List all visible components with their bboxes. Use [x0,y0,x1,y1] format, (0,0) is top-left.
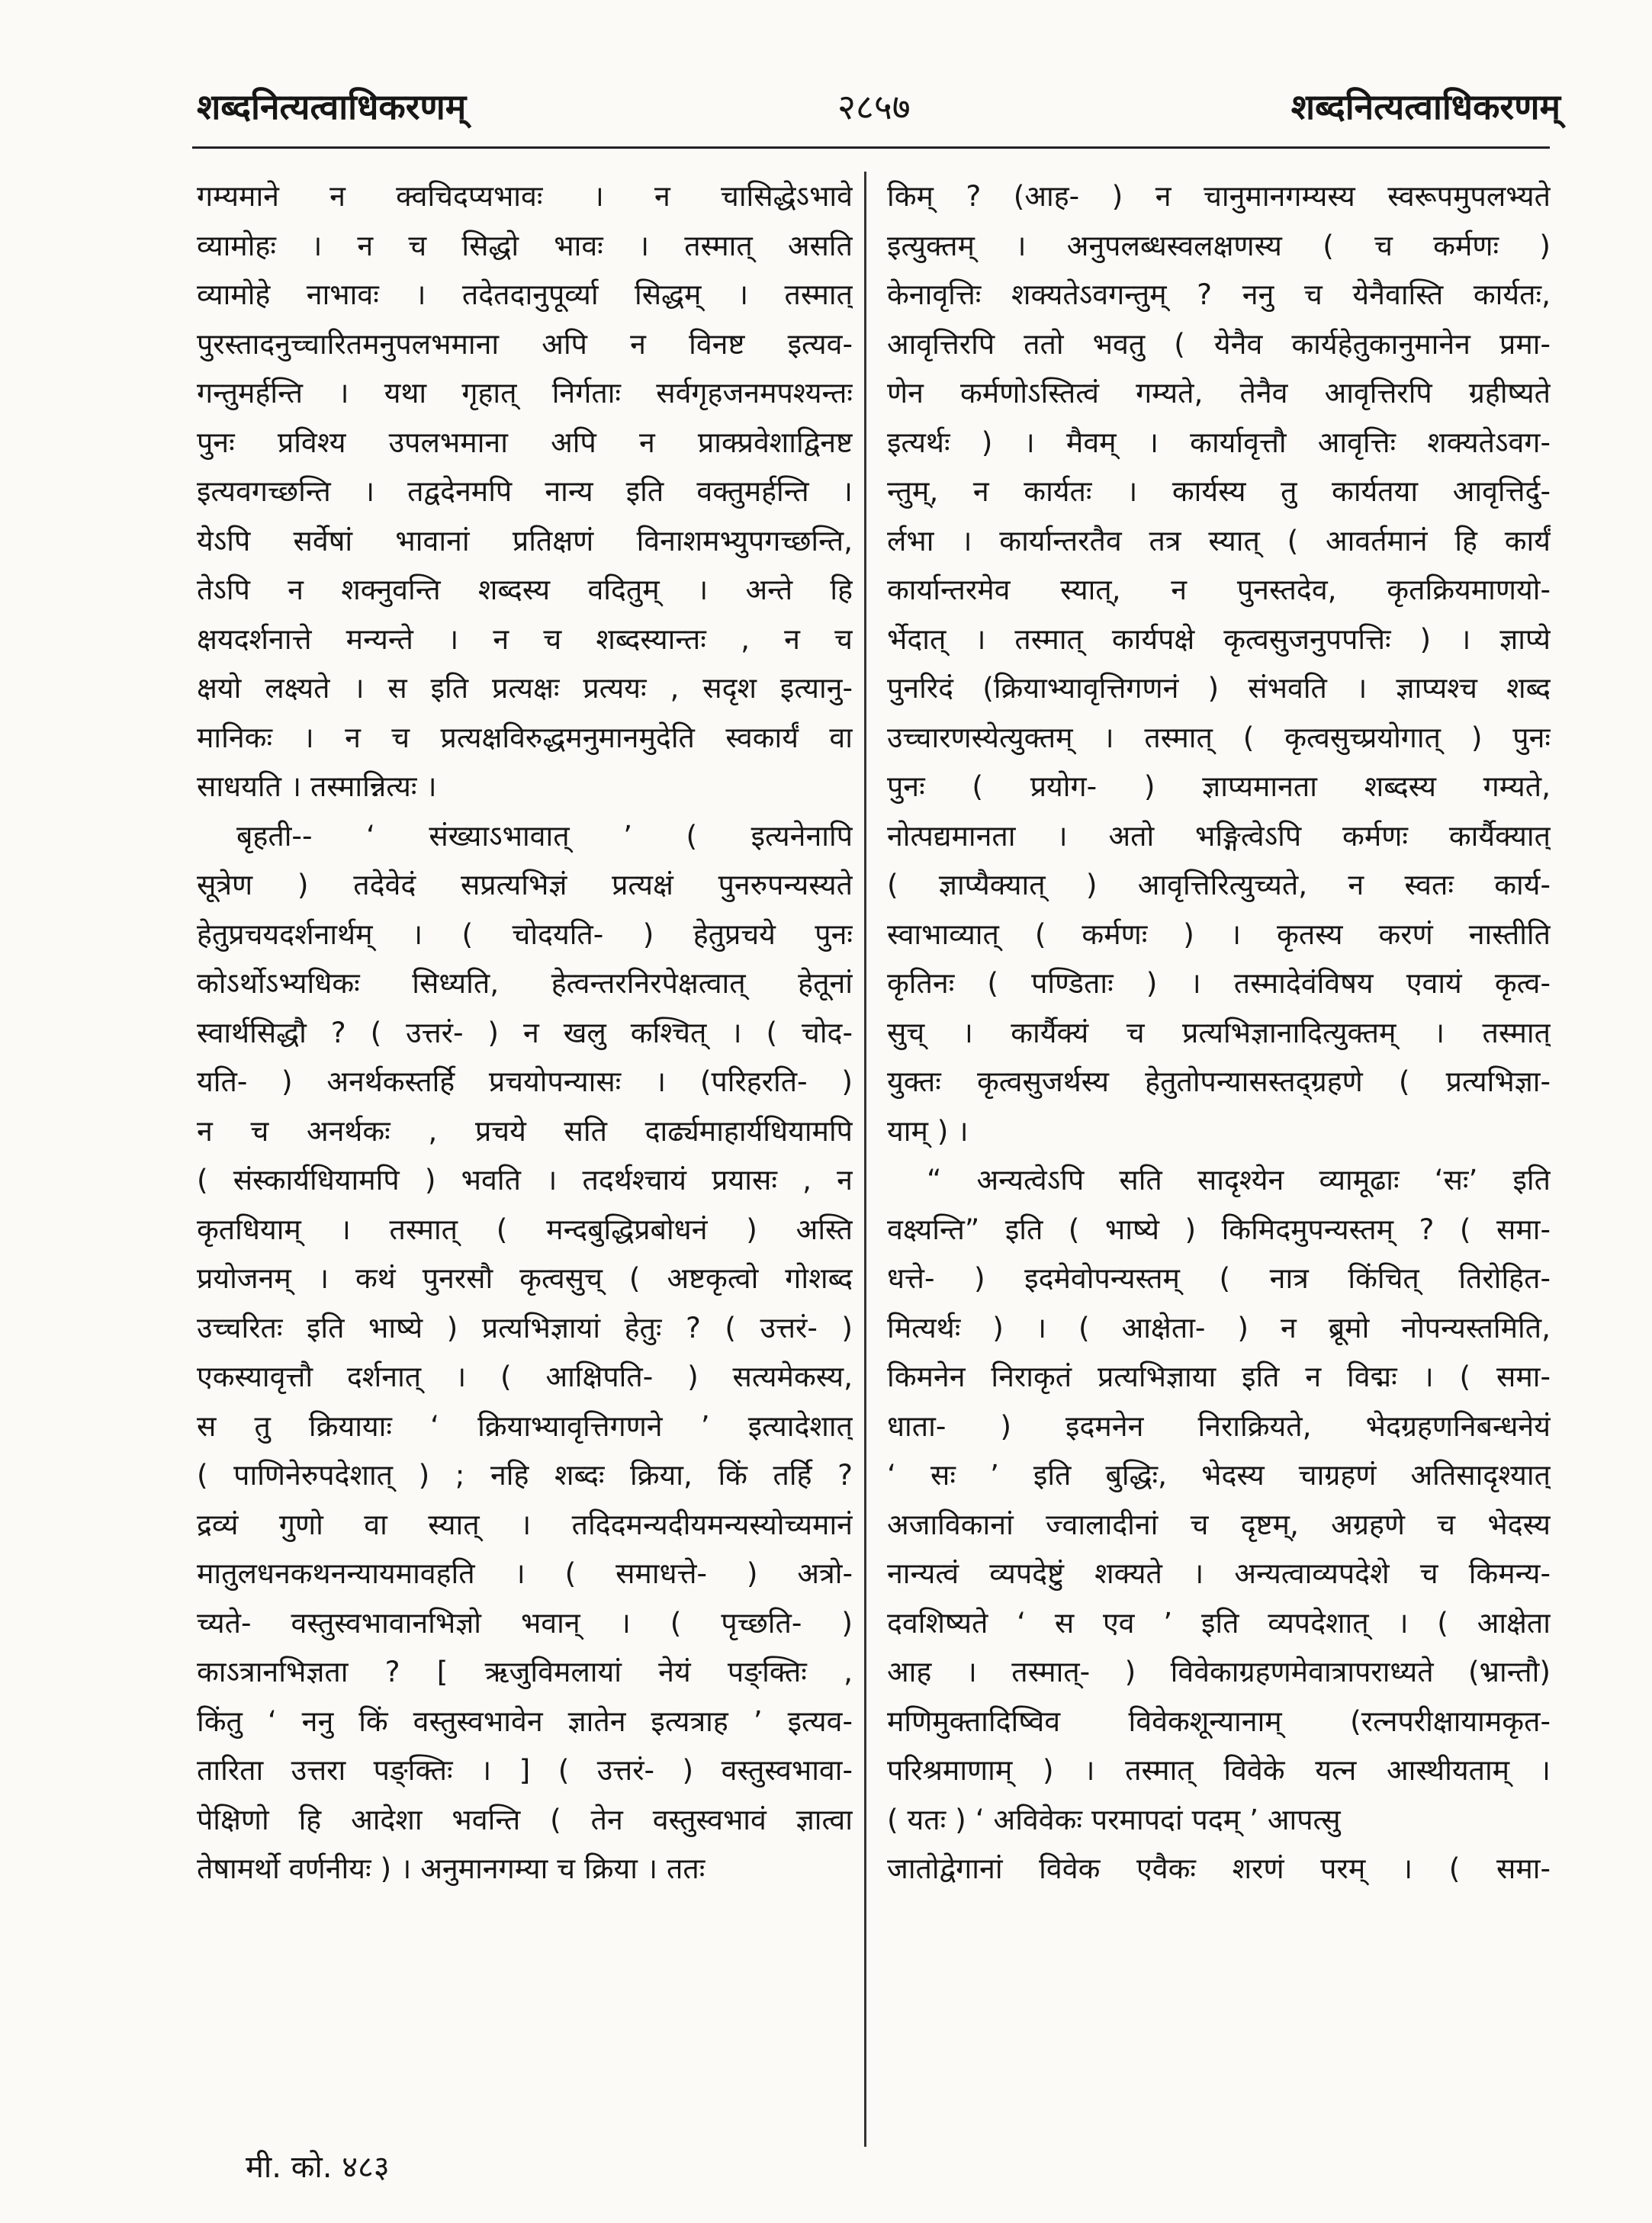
text-line: ( पाणिनेरुपदेशात् ) ; नहि शब्दः क्रिया, किं तर्हि ? [197,1458,853,1492]
text-line: पुरस्तादनुच्चारितमनुपलभमाना अपि न विनष्ट इत्यव- [197,326,853,361]
text-line: धत्ते- ) इदमेवोपन्यस्तम् ( नात्र किंचित् तिरोहित- [887,1261,1551,1295]
text-line: आह । तस्मात्- ) विवेकाग्रहणमेवात्रापराध्यते (भ्रान्तौ) [887,1655,1551,1688]
text-line: प्रयोजनम् । कथं पुनरसौ कृत्वसुच् ( अष्टकृत्वो गोशब्द [197,1261,853,1295]
text-line: णेन कर्मणोऽस्तित्वं गम्यते, तेनैव आवृत्तिरपि ग्रहीष्यते [887,376,1551,410]
text-line: सूत्रेण ) तदेवेदं सप्रत्यभिज्ञं प्रत्यक्षं पुनरुपन्यस्यते [197,868,853,901]
text-line: ( संस्कार्यधियामपि ) भवति । तदर्थश्चायं प्रयासः , न [197,1163,853,1197]
text-line: तेषामर्थो वर्णनीयः ) । अनुमानगम्या च क्रिया । ततः [197,1852,705,1885]
text-line: पुनरिदं (क्रियाभ्यावृत्तिगणनं ) संभवति । ज्ञाप्यश्च शब्द [887,671,1551,705]
text-line: इत्यर्थः ) । मैवम् । कार्यावृत्तौ आवृत्तिः शक्यतेऽवग- [887,425,1551,459]
text-line: मातुलधनकथनन्यायमावहति । ( समाधत्ते- ) अत्रो- [197,1556,853,1590]
text-line: “ अन्यत्वेऽपि सति सादृश्येन व्यामूढाः ‘सः’ इति [927,1163,1551,1197]
text-line: ( यतः ) ‘ अविवेकः परमापदां पदम् ’ आपत्सु [887,1802,1341,1836]
text-line: दवशिष्यते ‘ स एव ’ इति व्यपदेशात् । ( आक्षेता [887,1605,1551,1640]
text-line: व्यामोहः । न च सिद्धो भावः । तस्मात् असति [197,228,853,262]
text-line: तारिता उत्तरा पङ्क्तिः । ] ( उत्तरं- ) वस्तुस्वभावा- [197,1753,853,1787]
text-line: परिश्रमाणाम् ) । तस्मात् विवेके यत्न आस्थीयताम् । [887,1753,1551,1787]
header-left-title: शब्दनित्यत्वाधिकरणम् [197,86,467,127]
text-line: नोत्पद्यमानता । अतो भङ्गित्वेऽपि कर्मणः कार्यैक्यात् [887,818,1551,853]
text-line: कृतिनः ( पण्डिताः ) । तस्मादेवंविषय एवायं कृत्व- [887,966,1551,1000]
text-line: स तु क्रियायाः ‘ क्रियाभ्यावृत्तिगणने ’ इत्यादेशात् [197,1409,853,1443]
text-line: र्लभा । कार्यान्तरतैव तत्र स्यात् ( आवर्तमानं हि कार्यं [887,523,1551,557]
text-line: न्तुम्, न कार्यतः । कार्यस्य तु कार्यतया आवृत्तिर्दु- [887,474,1551,508]
text-line: मणिमुक्तादिष्विव विवेकशून्यानाम् (रत्नपरीक्षायामकृत- [887,1704,1551,1738]
text-line: च्यते- वस्तुस्वभावानभिज्ञो भवान् । ( पृच्छति- ) [197,1605,853,1640]
text-line: तेऽपि न शक्नुवन्ति शब्दस्य वदितुम् । अन्ते हि [197,573,853,606]
text-line: द्रव्यं गुणो वा स्यात् । तदिदमन्यदीयमन्यस्योच्यमानं [197,1507,853,1541]
text-line: स्वार्थसिद्धौ ? ( उत्तरं- ) न खलु कश्चित् । ( चोद- [197,1015,853,1049]
text-line: किंतु ‘ ननु किं वस्तुस्वभावेन ज्ञातेन इत्यत्राह ’ इत्यव- [197,1704,853,1738]
footer-signature: मी. को. ४८३ [246,2150,390,2185]
text-line: कृतधियाम् । तस्मात् ( मन्दबुद्धिप्रबोधनं ) अस्ति [197,1212,853,1246]
header-right-title: शब्दनित्यत्वाधिकरणम् [1290,86,1560,127]
text-line: पुनः ( प्रयोग- ) ज्ञाप्यमानता शब्दस्य गम्यते, [887,769,1551,803]
text-line: गन्तुमर्हन्ति । यथा गृहात् निर्गताः सर्वगृहजनमपश्यन्तः [197,376,853,410]
text-line: उच्चरितः इति भाष्ये ) प्रत्यभिज्ञायां हेतुः ? ( उत्तरं- ) [197,1310,853,1344]
text-line: न च अनर्थकः , प्रचये सति दार्ढ्यमाहार्यधियामपि [197,1113,853,1148]
text-line: कार्यान्तरमेव स्यात्, न पुनस्तदेव, कृतक्रियमाणयो- [887,573,1551,606]
text-line: अजाविकानां ज्वालादीनां च दृष्टम्, अग्रहणे च भेदस्य [887,1507,1551,1541]
text-line: इत्युक्तम् । अनुपलब्धस्वलक्षणस्य ( च कर्मणः ) [887,228,1551,262]
text-line: हेतुप्रचयदर्शनार्थम् । ( चोदयति- ) हेतुप्रचये पुनः [197,917,853,951]
column-divider [864,172,866,2147]
text-line: युक्तः कृत्वसुजर्थस्य हेतुतोपन्यासस्तद्ग्रहणे ( प्रत्यभिज्ञा- [887,1065,1551,1098]
text-line: बृहती-- ‘ संख्याऽभावात् ’ ( इत्यनेनापि [236,818,853,853]
text-line: मानिकः । न च प्रत्यक्षविरुद्धमनुमानमुदेति स्वकार्यं वा [197,720,853,754]
text-line: येऽपि सर्वेषां भावानां प्रतिक्षणं विनाशमभ्युपगच्छन्ति, [197,523,853,557]
header-rule [192,146,1550,149]
text-line: नान्यत्वं व्यपदेष्टुं शक्यते । अन्यत्वाव्यपदेशे च किमन्य- [887,1556,1551,1590]
text-line: ( ज्ञाप्यैक्यात् ) आवृत्तिरित्युच्यते, न स्वतः कार्य- [887,868,1551,901]
text-line: ‘ सः ’ इति बुद्धिः, भेदस्य चाग्रहणं अतिसादृश्यात् [887,1458,1551,1492]
text-line: काऽत्रानभिज्ञता ? [ ऋजुविमलायां नेयं पङ्क्तिः , [197,1655,853,1688]
text-line: इत्यवगच्छन्ति । तद्वदेनमपि नान्य इति वक्तुमर्हन्ति । [197,474,853,508]
text-line: उच्चारणस्येत्युक्तम् । तस्मात् ( कृत्वसुच्प्रयोगात् ) पुनः [887,720,1551,754]
text-line: र्भेदात् । तस्मात् कार्यपक्षे कृत्वसुजनुपपत्तिः ) । ज्ञाप्ये [887,622,1551,656]
text-line: किम् ? (आह- ) न चानुमानगम्यस्य स्वरूपमुपलभ्यते [887,179,1551,213]
text-line: यति- ) अनर्थकस्तर्हि प्रचयोपन्यासः । (परिहरति- ) [197,1065,853,1098]
text-line: वक्ष्यन्ति” इति ( भाष्ये ) किमिदमुपन्यस्तम् ? ( समा- [887,1212,1551,1246]
text-line: एकस्यावृत्तौ दर्शनात् । ( आक्षिपति- ) सत्यमेकस्य, [197,1360,853,1393]
text-line: पेक्षिणो हि आदेशा भवन्ति ( तेन वस्तुस्वभावं ज्ञात्वा [197,1802,853,1836]
right-column [887,172,1551,1894]
text-line: स्वाभाव्यात् ( कर्मणः ) । कृतस्य करणं नास्तीति [887,917,1551,951]
text-line: आवृत्तिरपि ततो भवतु ( येनैव कार्यहेतुकानुमानेन प्रमा- [887,326,1551,361]
text-line: सुच् । कार्यैक्यं च प्रत्यभिज्ञानादित्युक्तम् । तस्मात् [887,1015,1551,1049]
left-column [197,172,853,1894]
text-line: क्षयो लक्ष्यते । स इति प्रत्यक्षः प्रत्ययः , सदृश इत्यानु- [197,671,853,705]
text-line: केनावृत्तिः शक्यतेऽवगन्तुम् ? ननु च येनैवास्ति कार्यतः, [887,278,1551,311]
text-line: पुनः प्रविश्य उपलभमाना अपि न प्राक्प्रवेशाद्विनष्ट [197,425,853,459]
text-line: कोऽर्थोऽभ्यधिकः सिध्यति, हेत्वन्तरनिरपेक्षत्वात् हेतूनां [197,966,853,1000]
text-line: जातोद्वेगानां विवेक एवैकः शरणं परम् । ( समा- [887,1852,1551,1885]
text-line: धाता- ) इदमनेन निराक्रियते, भेदग्रहणनिबन्धनेयं [887,1409,1551,1443]
text-line: याम् ) । [887,1113,969,1148]
text-line: गम्यमाने न क्वचिदप्यभावः । न चासिद्धेऽभावे [197,179,853,213]
page-number: २८५७ [837,86,911,127]
text-line: साधयति । तस्मान्नित्यः । [197,769,437,803]
text-line: क्षयदर्शनात्ते मन्यन्ते । न च शब्दस्यान्तः , न च [197,622,853,656]
text-line: किमनेन निराकृतं प्रत्यभिज्ञाया इति न विद्मः । ( समा- [887,1360,1551,1393]
text-line: मित्यर्थः ) । ( आक्षेता- ) न ब्रूमो नोपन्यस्तमिति, [887,1310,1551,1344]
text-line: व्यामोहे नाभावः । तदेतदानुपूर्व्या सिद्धम् । तस्मात् [197,278,853,311]
